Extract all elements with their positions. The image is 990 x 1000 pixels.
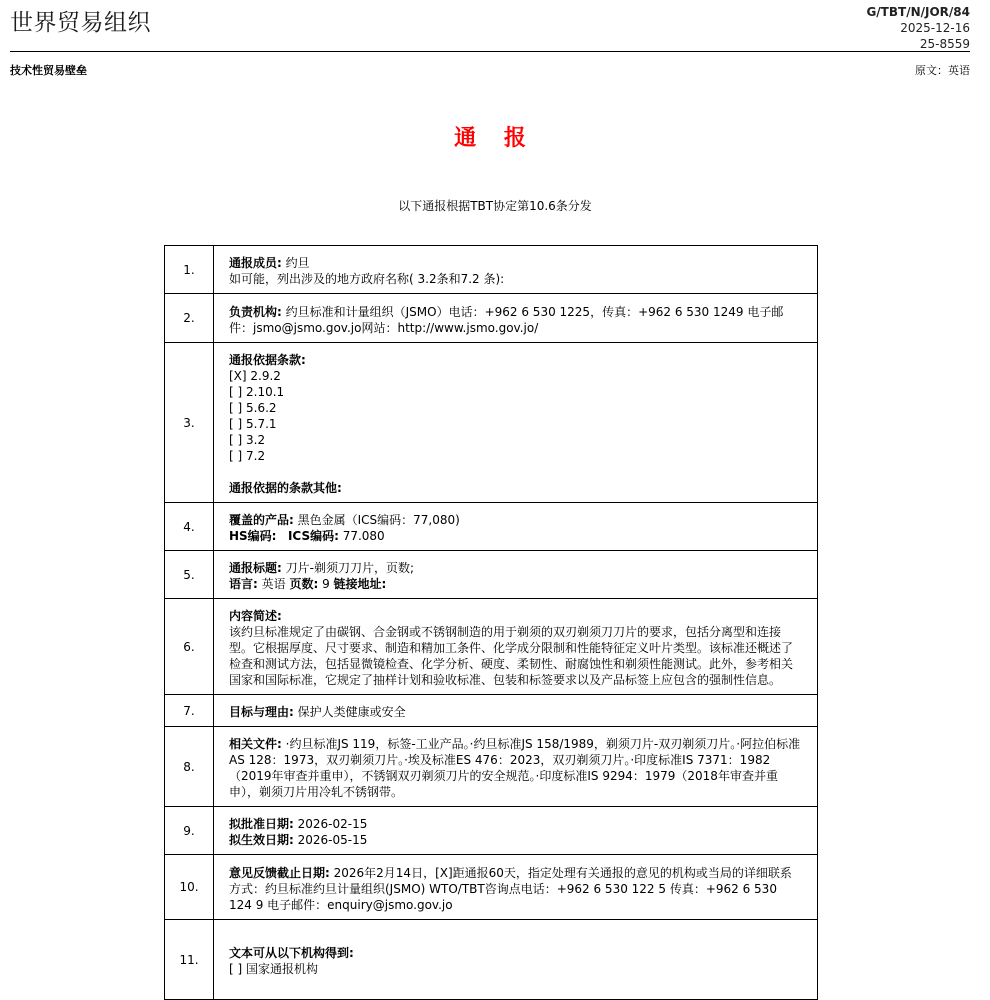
option-2-10-1: [ ] 2.10.1 [229,385,285,399]
item-content [214,246,818,294]
table-row [165,551,818,599]
field-label: 文本可从以下机构得到: [229,946,354,960]
language-value: 英语 [257,577,290,591]
option-3-2: [ ] 3.2 [229,433,266,447]
language-label: 语言: [229,577,258,591]
field-value: 约旦标准和计量组织（JSMO）电话：+962 6 530 1225，传真：+962 6 530 1249 电子邮件：jsmo@jsmo.gov.jo网站：http://www.jsmo.gov.jo/ [229,304,784,335]
committee-name: 技术性贸易壁垒 [10,64,87,77]
item-content [214,807,818,855]
field-label: 负责机构: [229,304,282,319]
item-content [214,727,818,807]
item-number: 6. [165,599,214,695]
page-subtitle: 以下通报根据TBT协定第10.6条分发 [398,199,592,213]
item-number: 3. [165,343,214,503]
item-content [214,695,818,727]
hs-label: HS编码: [229,529,277,543]
language-line [229,576,802,592]
item-content [214,343,818,503]
field-value: 2026-05-15 [293,833,368,847]
field-label: 意见反馈截止日期: [229,865,330,880]
field-value: 该约旦标准规定了由碳钢、合金钢或不锈钢制造的用于剃须的双刃剃须刀刀片的要求，包括分离型和连接型。它根据厚度、尺寸要求、制造和精加工条件、化学成分限制和性能特征定义叶片类型。该标准还概述了检查和测试方法，包括显微镜检查、化学分析、硬度、柔韧性、耐腐蚀性和剃须性能测试。此外，参考相关国家和国际标准，它规定了抽样计划和验收标准、包装和标签要求以及产品标签上应包含的强制性信息。 [229,625,794,687]
field-label: 拟批准日期: [229,817,294,831]
item-number: 5. [165,551,214,599]
header-divider [10,51,970,52]
field-label: 通报依据的条款其他: [229,481,342,495]
item-number: 11. [165,920,214,1000]
option-2-9-2: [X] 2.9.2 [229,369,281,383]
page-title: 通 报 [454,126,536,151]
field-note: 如可能，列出涉及的地方政府名称( 3.2条和7.2 条): [229,272,505,286]
table-row [165,294,818,343]
notification-table [164,245,818,1000]
pages-label: 页数: [289,577,319,591]
pages-value: 9 [318,577,334,591]
field-value: 2026年2月14日，[X]距通报60天，指定处理有关通报的意见的机构或当局的详细联系方式：约旦标准约旦计量组织(JSMO) WTO/TBT咨询点电话：+962 6 530 122 5 传真：+962 6 530 124 9 电子邮件：enquiry@jsmo.gov.jo [229,865,792,912]
option-5-6-2: [ ] 5.6.2 [229,401,277,415]
item-content [214,855,818,920]
table-row [165,246,818,294]
field-label: 通报成员: [229,256,282,270]
field-label: 目标与理由: [229,705,294,719]
item-content [214,503,818,551]
original-language: 原文：英语 [915,64,970,77]
item-number: 1. [165,246,214,294]
field-label: 通报依据条款: [229,353,306,367]
field-label: 相关文件: [229,737,282,751]
table-row [165,503,818,551]
field-value: ·约旦标准JS 119，标签-工业产品。·约旦标准JS 158/1989，剃须刀片-双刃剃须刀片。·阿拉伯标准AS 128：1973，双刃剃须刀片。·埃及标准ES 476：2023，双刃剃须刀片。·印度标准IS 7371：1982（2019年审查并重申），不锈钢双刃剃须刀片的安全规范。·印度标准IS 9294：1979（2018年审查并重申），剃须刀片用冷轧不锈钢带。 [229,737,801,799]
field-label: 内容简述: [229,609,282,623]
table-row [165,343,818,503]
item-number: 9. [165,807,214,855]
document-number: 25-8559 [919,37,970,51]
field-value: 黑色金属（ICS编码：77,080) [293,513,460,527]
table-row [165,599,818,695]
field-label: 拟生效日期: [229,833,294,847]
item-number: 8. [165,727,214,807]
item-content [214,599,818,695]
field-value: 保护人类健康或安全 [293,705,406,719]
field-value: 约旦 [281,256,310,270]
field-label: 覆盖的产品: [229,513,294,527]
item-content [214,551,818,599]
table-row [165,855,818,920]
ics-label: ICS编码: [287,529,339,543]
ics-value: 77.080 [338,529,385,543]
item-number: 7. [165,695,214,727]
item-content [214,920,818,1000]
field-value: 刀片-剃须刀刀片，页数; [281,561,415,575]
item-number: 2. [165,294,214,343]
field-label: 通报标题: [229,561,282,575]
table-row [165,695,818,727]
link-label: 链接地址: [333,577,387,591]
table-row [165,920,818,1000]
document-symbol: G/TBT/N/JOR/84 [866,5,970,19]
table-row [165,807,818,855]
item-number: 4. [165,503,214,551]
option-national-authority: [ ] 国家通报机构 [229,962,318,976]
org-name: 世界贸易组织 [10,10,151,36]
item-content [214,294,818,343]
document-date: 2025-12-16 [900,21,970,35]
field-value: 2026-02-15 [293,817,368,831]
document-meta [866,4,970,52]
table-row [165,727,818,807]
option-7-2: [ ] 7.2 [229,449,266,463]
codes-line [229,528,802,544]
item-number: 10. [165,855,214,920]
option-5-7-1: [ ] 5.7.1 [229,417,277,431]
